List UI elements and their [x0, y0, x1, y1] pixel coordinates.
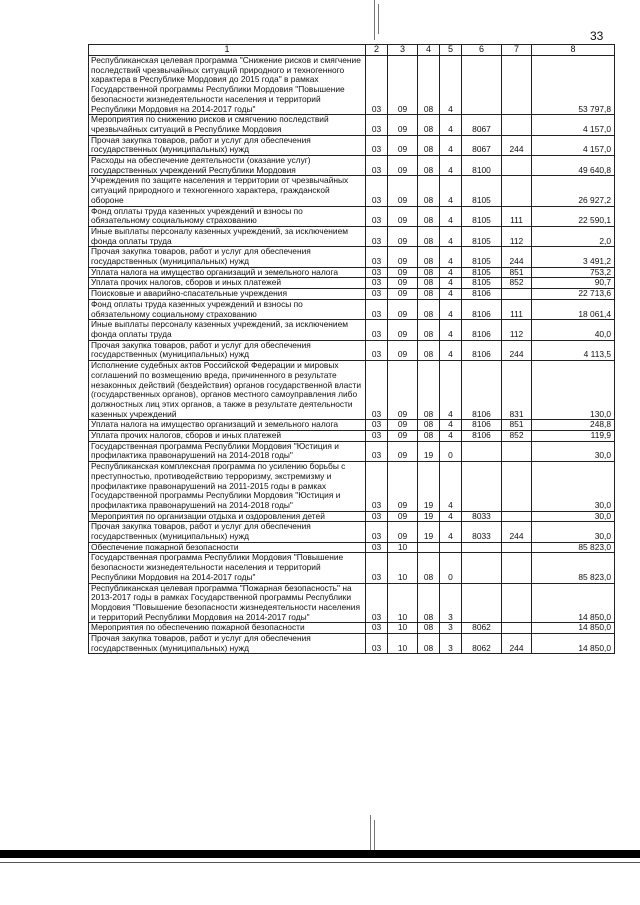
cell-code: 851 — [502, 267, 532, 278]
cell-code: 03 — [366, 56, 388, 115]
cell-code: 09 — [388, 267, 418, 278]
cell-code: 09 — [388, 462, 418, 512]
cell-amount: 2,0 — [532, 226, 615, 246]
cell-code — [502, 115, 532, 135]
cell-code: 03 — [366, 340, 388, 360]
scan-border-bar — [0, 850, 640, 858]
cell-amount: 30,0 — [532, 462, 615, 512]
cell-amount: 30,0 — [532, 511, 615, 522]
cell-code — [440, 542, 462, 553]
cell-code: 4 — [440, 247, 462, 267]
scan-artifact-line — [374, 0, 375, 40]
cell-code: 09 — [388, 247, 418, 267]
cell-code: 09 — [388, 320, 418, 340]
cell-name: Государственная программа Республики Мордовия "Юстиция и профилактика правонарушений на 2014-2018 годы" — [89, 441, 366, 461]
cell-code: 4 — [440, 156, 462, 176]
cell-code: 09 — [388, 156, 418, 176]
cell-code: 08 — [418, 226, 440, 246]
table-row — [89, 340, 615, 360]
cell-code: 111 — [502, 206, 532, 226]
cell-code — [462, 441, 502, 461]
cell-code: 03 — [366, 299, 388, 319]
cell-amount: 14 850,0 — [532, 583, 615, 623]
cell-code — [502, 511, 532, 522]
cell-code: 4 — [440, 135, 462, 155]
cell-code: 4 — [440, 115, 462, 135]
cell-code: 0 — [440, 441, 462, 461]
cell-code — [462, 583, 502, 623]
cell-code — [418, 542, 440, 553]
cell-code: 03 — [366, 320, 388, 340]
cell-code: 8106 — [462, 431, 502, 442]
header-cell: 8 — [532, 45, 615, 56]
cell-amount: 53 797,8 — [532, 56, 615, 115]
cell-name: Расходы на обеспечение деятельности (оказание услуг) государственных учреждений Республики Мордовия — [89, 156, 366, 176]
table-row — [89, 634, 615, 654]
cell-code: 8106 — [462, 340, 502, 360]
cell-code — [462, 542, 502, 553]
cell-code: 03 — [366, 522, 388, 542]
cell-name: Прочая закупка товаров, работ и услуг для обеспечения государственных (муниципальных) нужд — [89, 135, 366, 155]
cell-code: 19 — [418, 441, 440, 461]
cell-code — [502, 462, 532, 512]
cell-code: 03 — [366, 135, 388, 155]
cell-code: 09 — [388, 135, 418, 155]
cell-code: 08 — [418, 278, 440, 289]
scan-artifact-line — [370, 815, 371, 855]
cell-code: 111 — [502, 299, 532, 319]
cell-amount: 753,2 — [532, 267, 615, 278]
table-row — [89, 583, 615, 623]
cell-amount: 4 113,5 — [532, 340, 615, 360]
cell-code — [502, 583, 532, 623]
cell-code: 08 — [418, 176, 440, 206]
cell-code: 03 — [366, 462, 388, 512]
cell-code: 3 — [440, 623, 462, 634]
cell-name: Мероприятия по снижению рисков и смягчению последствий чрезвычайных ситуаций в Республике Мордовия — [89, 115, 366, 135]
cell-code: 8062 — [462, 634, 502, 654]
table-row — [89, 420, 615, 431]
cell-code: 08 — [418, 320, 440, 340]
cell-name: Иные выплаты персоналу казенных учреждений, за исключением фонда оплаты труда — [89, 226, 366, 246]
cell-code: 8105 — [462, 226, 502, 246]
cell-code: 831 — [502, 361, 532, 420]
cell-code: 4 — [440, 431, 462, 442]
cell-code: 08 — [418, 361, 440, 420]
cell-code: 8105 — [462, 206, 502, 226]
cell-code: 09 — [388, 115, 418, 135]
cell-code: 8033 — [462, 522, 502, 542]
cell-code: 4 — [440, 176, 462, 206]
cell-code: 03 — [366, 267, 388, 278]
table-row — [89, 278, 615, 289]
cell-code: 09 — [388, 278, 418, 289]
cell-code: 08 — [418, 247, 440, 267]
table-row — [89, 289, 615, 300]
cell-code: 03 — [366, 156, 388, 176]
table-row — [89, 431, 615, 442]
cell-code: 08 — [418, 56, 440, 115]
cell-code: 03 — [366, 176, 388, 206]
cell-code: 19 — [418, 511, 440, 522]
cell-name: Мероприятия по обеспечению пожарной безопасности — [89, 623, 366, 634]
cell-amount: 119,9 — [532, 431, 615, 442]
header-cell: 7 — [502, 45, 532, 56]
cell-code: 03 — [366, 511, 388, 522]
cell-code: 4 — [440, 289, 462, 300]
cell-code: 09 — [388, 206, 418, 226]
cell-code: 8106 — [462, 420, 502, 431]
cell-code — [502, 176, 532, 206]
cell-code: 03 — [366, 634, 388, 654]
cell-name: Республиканская целевая программа "Снижение рисков и смягчение последствий чрезвычайных ситуаций природного и техногенного характера в Республике Мордовия до 2015 года" в рамках Государственной программы Республики Мордовия "Повышение безопасности жизнедеятельности населения и территорий Республики Мордовия на 2014-2017 годы" — [89, 56, 366, 115]
cell-amount: 90,7 — [532, 278, 615, 289]
cell-name: Прочая закупка товаров, работ и услуг для обеспечения государственных (муниципальных) нужд — [89, 522, 366, 542]
cell-code: 10 — [388, 623, 418, 634]
cell-code: 08 — [418, 420, 440, 431]
cell-code: 09 — [388, 441, 418, 461]
cell-code: 244 — [502, 247, 532, 267]
cell-code: 4 — [440, 320, 462, 340]
cell-amount: 14 850,0 — [532, 634, 615, 654]
cell-name: Иные выплаты персоналу казенных учреждений, за исключением фонда оплаты труда — [89, 320, 366, 340]
cell-code: 4 — [440, 340, 462, 360]
cell-name: Уплата налога на имущество организаций и земельного налога — [89, 267, 366, 278]
cell-code: 4 — [440, 522, 462, 542]
cell-name: Учреждения по защите населения и территории от чрезвычайных ситуаций природного и техногенного характера, гражданской обороне — [89, 176, 366, 206]
cell-code: 4 — [440, 267, 462, 278]
cell-code: 10 — [388, 553, 418, 583]
cell-code — [502, 156, 532, 176]
cell-code: 4 — [440, 420, 462, 431]
cell-code: 851 — [502, 420, 532, 431]
cell-code: 8100 — [462, 156, 502, 176]
cell-code: 4 — [440, 278, 462, 289]
cell-code: 03 — [366, 623, 388, 634]
cell-code: 244 — [502, 522, 532, 542]
cell-name: Поисковые и аварийно-спасательные учреждения — [89, 289, 366, 300]
cell-code: 112 — [502, 226, 532, 246]
scan-artifact-line — [374, 820, 375, 850]
cell-code: 8067 — [462, 135, 502, 155]
cell-amount: 40,0 — [532, 320, 615, 340]
table-row — [89, 156, 615, 176]
cell-amount: 26 927,2 — [532, 176, 615, 206]
cell-code: 10 — [388, 583, 418, 623]
header-cell: 1 — [89, 45, 366, 56]
table-row — [89, 299, 615, 319]
cell-code: 8105 — [462, 267, 502, 278]
cell-code — [462, 56, 502, 115]
header-cell: 3 — [388, 45, 418, 56]
header-cell: 4 — [418, 45, 440, 56]
cell-code: 8106 — [462, 289, 502, 300]
table-row — [89, 522, 615, 542]
cell-code: 03 — [366, 226, 388, 246]
cell-code: 8067 — [462, 115, 502, 135]
cell-code: 09 — [388, 226, 418, 246]
cell-amount: 4 157,0 — [532, 115, 615, 135]
cell-name: Мероприятия по организации отдыха и оздоровления детей — [89, 511, 366, 522]
table-row — [89, 135, 615, 155]
cell-code — [502, 623, 532, 634]
cell-name: Республиканская целевая программа "Пожарная безопасность" на 2013-2017 годы в рамках Государственной программы Республики Мордовия "Повышение безопасности жизнедеятельности населения и территорий Республики Мордовия на 2014-2017 годы" — [89, 583, 366, 623]
cell-code: 03 — [366, 553, 388, 583]
cell-code: 10 — [388, 542, 418, 553]
table-row — [89, 320, 615, 340]
cell-amount: 248,8 — [532, 420, 615, 431]
cell-code: 4 — [440, 56, 462, 115]
cell-code: 08 — [418, 156, 440, 176]
cell-code — [462, 462, 502, 512]
table-row — [89, 511, 615, 522]
cell-amount: 85 823,0 — [532, 553, 615, 583]
cell-name: Республиканская комплексная программа по усилению борьбы с преступностью, противодействию терроризму, экстремизму и профилактике правонарушений на 2011-2015 годы в рамках Государственной программы Республики Мордовия "Юстиция и профилактика правонарушений на 2014-2018 годы" — [89, 462, 366, 512]
cell-amount: 22 590,1 — [532, 206, 615, 226]
table-row — [89, 623, 615, 634]
cell-code: 852 — [502, 431, 532, 442]
table-row — [89, 56, 615, 115]
cell-code: 03 — [366, 420, 388, 431]
cell-code: 03 — [366, 206, 388, 226]
table-row — [89, 361, 615, 420]
cell-code: 03 — [366, 583, 388, 623]
cell-code: 4 — [440, 511, 462, 522]
cell-name: Фонд оплаты труда казенных учреждений и взносы по обязательному социальному страхованию — [89, 299, 366, 319]
cell-name: Прочая закупка товаров, работ и услуг для обеспечения государственных (муниципальных) нужд — [89, 340, 366, 360]
cell-code — [502, 441, 532, 461]
cell-code: 09 — [388, 511, 418, 522]
cell-code: 4 — [440, 462, 462, 512]
cell-code: 4 — [440, 206, 462, 226]
cell-name: Уплата налога на имущество организаций и земельного налога — [89, 420, 366, 431]
cell-code — [502, 553, 532, 583]
scan-artifact-line — [378, 4, 379, 34]
cell-code: 0 — [440, 553, 462, 583]
cell-code: 09 — [388, 56, 418, 115]
cell-amount: 30,0 — [532, 441, 615, 461]
cell-code: 244 — [502, 340, 532, 360]
cell-code: 8106 — [462, 299, 502, 319]
cell-code: 244 — [502, 135, 532, 155]
cell-amount: 22 713,6 — [532, 289, 615, 300]
cell-code: 19 — [418, 462, 440, 512]
table-row — [89, 115, 615, 135]
cell-code: 4 — [440, 299, 462, 319]
cell-name: Исполнение судебных актов Российской Федерации и мировых соглашений по возмещению вреда, причиненного в результате незаконных действий (бездействия) органов государственной власти (государственных органов), органов местного самоуправления либо должностных лиц этих органов, а также в результате деятельности казенных учреждений — [89, 361, 366, 420]
table-row — [89, 267, 615, 278]
cell-code: 03 — [366, 115, 388, 135]
cell-amount: 130,0 — [532, 361, 615, 420]
scan-border-line — [0, 862, 640, 863]
cell-name: Государственная программа Республики Мордовия "Повышение безопасности жизнедеятельности населения и территорий Республики Мордовия на 2014-2017 годы" — [89, 553, 366, 583]
cell-code: 09 — [388, 420, 418, 431]
header-cell: 6 — [462, 45, 502, 56]
cell-code: 8105 — [462, 278, 502, 289]
cell-code — [502, 56, 532, 115]
cell-name: Уплата прочих налогов, сборов и иных платежей — [89, 278, 366, 289]
cell-code: 08 — [418, 623, 440, 634]
cell-code: 03 — [366, 542, 388, 553]
cell-name: Прочая закупка товаров, работ и услуг для обеспечения государственных (муниципальных) нужд — [89, 247, 366, 267]
cell-name: Прочая закупка товаров, работ и услуг для обеспечения государственных (муниципальных) нужд — [89, 634, 366, 654]
cell-code: 03 — [366, 247, 388, 267]
table-row — [89, 176, 615, 206]
table-row — [89, 206, 615, 226]
cell-code: 112 — [502, 320, 532, 340]
cell-code: 09 — [388, 361, 418, 420]
cell-amount: 3 491,2 — [532, 247, 615, 267]
table-row — [89, 542, 615, 553]
cell-code: 8062 — [462, 623, 502, 634]
table-row — [89, 462, 615, 512]
cell-code: 852 — [502, 278, 532, 289]
cell-amount: 4 157,0 — [532, 135, 615, 155]
cell-code: 08 — [418, 583, 440, 623]
cell-code: 8105 — [462, 176, 502, 206]
cell-code: 4 — [440, 361, 462, 420]
cell-code: 3 — [440, 583, 462, 623]
cell-code: 08 — [418, 299, 440, 319]
cell-name: Обеспечение пожарной безопасности — [89, 542, 366, 553]
table-row — [89, 247, 615, 267]
cell-code: 09 — [388, 522, 418, 542]
cell-code: 244 — [502, 634, 532, 654]
cell-code — [462, 553, 502, 583]
cell-code: 09 — [388, 176, 418, 206]
cell-name: Уплата прочих налогов, сборов и иных платежей — [89, 431, 366, 442]
cell-amount: 18 061,4 — [532, 299, 615, 319]
cell-code: 8106 — [462, 361, 502, 420]
cell-code: 03 — [366, 441, 388, 461]
cell-amount: 30,0 — [532, 522, 615, 542]
cell-code: 8033 — [462, 511, 502, 522]
cell-code: 03 — [366, 289, 388, 300]
cell-code: 03 — [366, 278, 388, 289]
cell-code: 10 — [388, 634, 418, 654]
cell-code: 8105 — [462, 247, 502, 267]
cell-amount: 14 850,0 — [532, 623, 615, 634]
cell-code — [502, 542, 532, 553]
cell-code: 08 — [418, 634, 440, 654]
header-cell: 5 — [440, 45, 462, 56]
cell-code — [502, 289, 532, 300]
table-body — [89, 45, 615, 654]
cell-name: Фонд оплаты труда казенных учреждений и взносы по обязательному социальному страхованию — [89, 206, 366, 226]
cell-code: 08 — [418, 206, 440, 226]
cell-code: 19 — [418, 522, 440, 542]
cell-code: 08 — [418, 431, 440, 442]
cell-code: 08 — [418, 553, 440, 583]
cell-code: 8106 — [462, 320, 502, 340]
table-row — [89, 441, 615, 461]
budget-table — [88, 44, 615, 654]
cell-code: 03 — [366, 431, 388, 442]
cell-code: 4 — [440, 226, 462, 246]
cell-code: 08 — [418, 135, 440, 155]
cell-amount: 49 640,8 — [532, 156, 615, 176]
cell-code: 09 — [388, 289, 418, 300]
cell-amount: 85 823,0 — [532, 542, 615, 553]
table-row — [89, 226, 615, 246]
cell-code: 08 — [418, 115, 440, 135]
cell-code: 3 — [440, 634, 462, 654]
header-row — [89, 45, 615, 56]
cell-code: 09 — [388, 340, 418, 360]
cell-code: 09 — [388, 431, 418, 442]
cell-code: 09 — [388, 299, 418, 319]
cell-code: 08 — [418, 340, 440, 360]
header-cell: 2 — [366, 45, 388, 56]
cell-code: 08 — [418, 289, 440, 300]
cell-code: 03 — [366, 361, 388, 420]
cell-code: 08 — [418, 267, 440, 278]
table-row — [89, 553, 615, 583]
page-number: 33 — [590, 29, 604, 43]
